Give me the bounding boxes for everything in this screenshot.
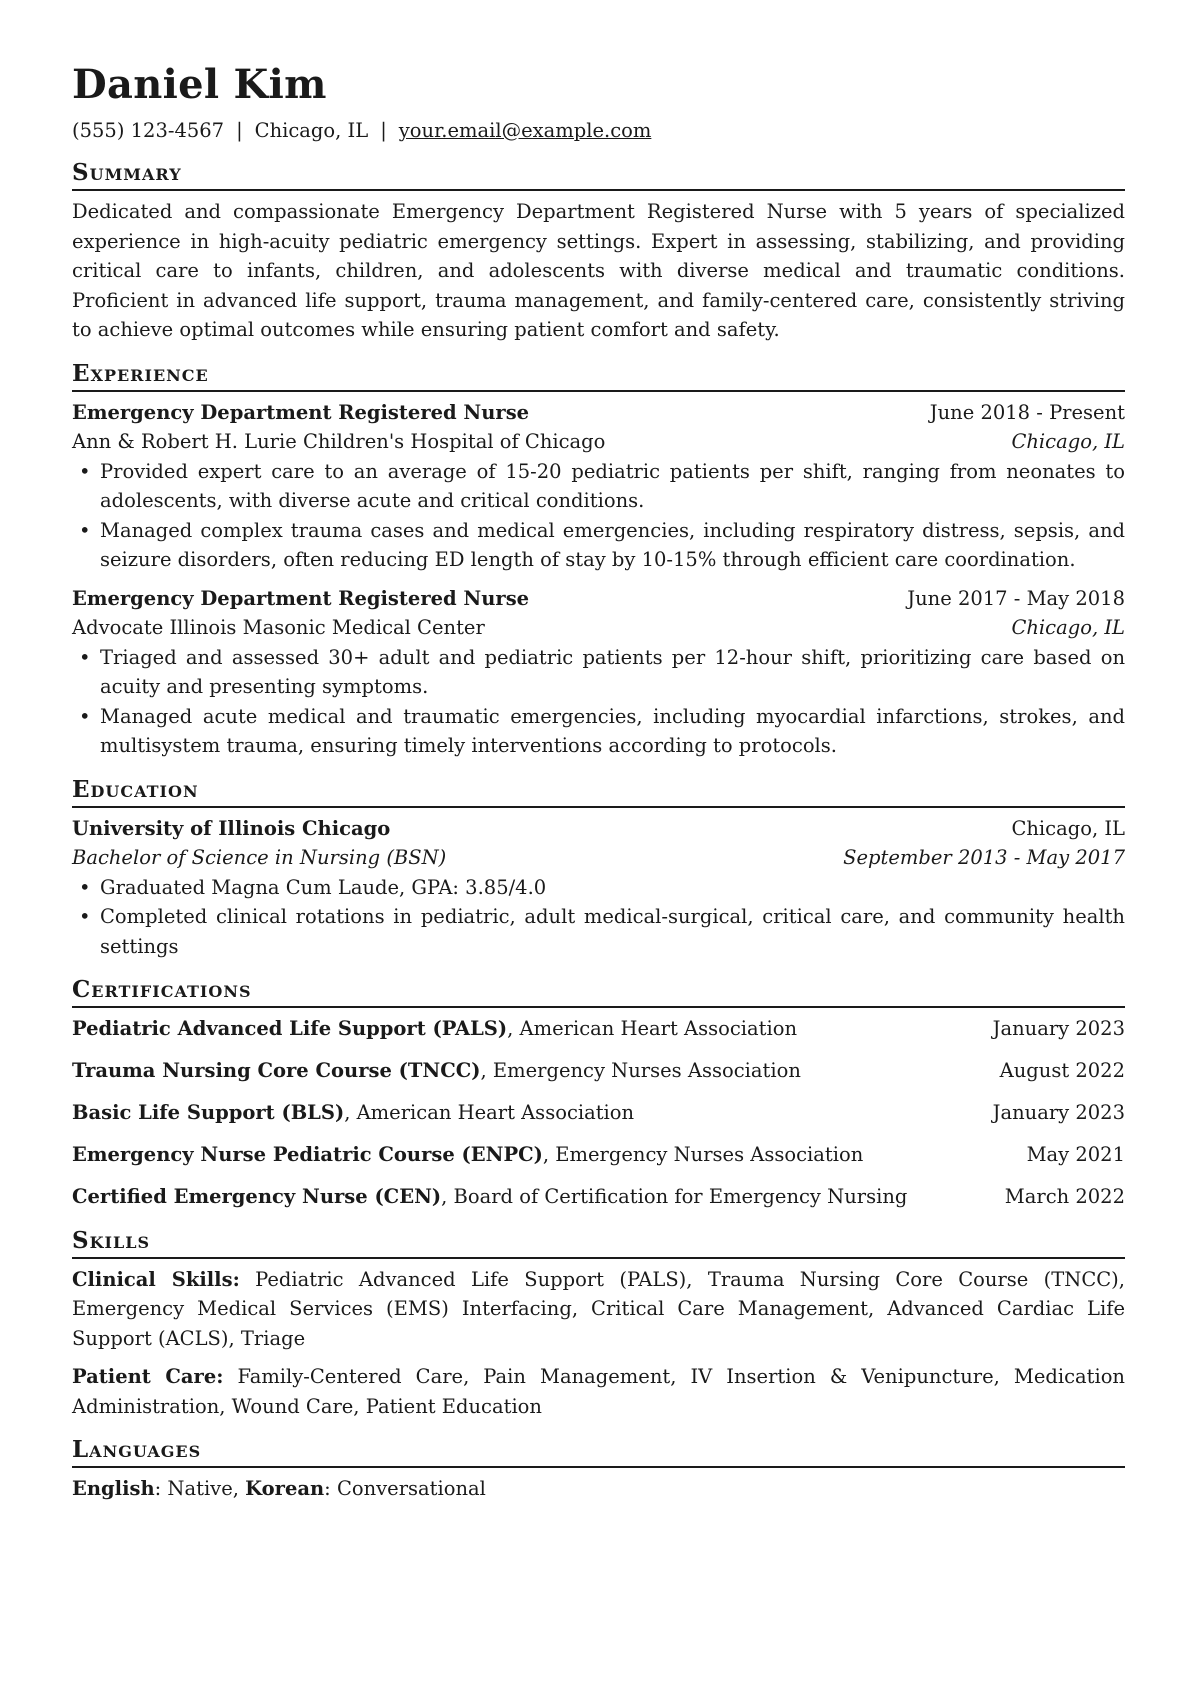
section-title-summary: Summary (72, 158, 1125, 191)
cert-issuer: , American Heart Association (344, 1101, 635, 1124)
languages-line (72, 1474, 1125, 1504)
summary-section (72, 158, 1125, 345)
bullet-item: • Managed acute medical and traumatic emergencies, including myocardial infarctions, strokes, and multisystem trauma, ensuring timely interventions according to protocols. (72, 702, 1125, 761)
cert-date: January 2023 (992, 1101, 1125, 1124)
experience-section (72, 359, 1125, 761)
cert-name: Basic Life Support (BLS) (72, 1101, 345, 1124)
bullet-item: • Provided expert care to an average of 15-20 pediatric patients per shift, ranging from neonates to adolescents, with diverse acute and critical conditions. (72, 457, 1125, 516)
cert-date: August 2022 (999, 1059, 1125, 1082)
certification-row (72, 1014, 1125, 1044)
cert-issuer: , Emergency Nurses Association (480, 1059, 801, 1082)
certifications-section (72, 975, 1125, 1212)
section-title-education: Education (72, 775, 1125, 808)
language-name: English (72, 1477, 155, 1500)
education-bullets (72, 873, 1125, 962)
job-employer: Ann & Robert H. Lurie Children's Hospital of Chicago (72, 430, 606, 453)
contact-line (72, 118, 1125, 144)
education-section (72, 775, 1125, 962)
separator: | (380, 119, 387, 142)
skill-group-text: Family-Centered Care, Pain Management, IV Insertion & Venipuncture, Medication Administration, Wound Care, Patient Education (72, 1365, 1125, 1418)
job-bullets (72, 643, 1125, 761)
job-entry (72, 584, 1125, 761)
candidate-name: Daniel Kim (72, 61, 327, 108)
certification-row (72, 1140, 1125, 1170)
cert-name: Certified Emergency Nurse (CEN) (72, 1185, 442, 1208)
email-link[interactable]: your.email@example.com (398, 119, 652, 142)
cert-date: May 2021 (1026, 1143, 1125, 1166)
job-location: Chicago, IL (1011, 430, 1125, 453)
cert-date: March 2022 (1004, 1185, 1125, 1208)
section-title-languages: Languages (72, 1435, 1125, 1468)
location: Chicago, IL (254, 119, 369, 142)
cert-date: January 2023 (992, 1017, 1125, 1040)
skill-group (72, 1265, 1125, 1354)
job-bullets (72, 457, 1125, 575)
language-level: : Native, (154, 1477, 246, 1500)
bullet-item: • Managed complex trauma cases and medical emergencies, including respiratory distress, sepsis, and seizure disorders, often reducing ED length of stay by 10-15% through efficient care coordination. (72, 516, 1125, 575)
summary-text: Dedicated and compassionate Emergency Department Registered Nurse with 5 years of specialized experience in high-acuity pediatric emergency settings. Expert in assessing, stabilizing, and providing critical care to infants, children, and adolescents with diverse medical and traumatic conditions. Proficient in advanced life support, trauma management, and family-centered care, consistently striving to achieve optimal outcomes while ensuring patient comfort and safety. (72, 200, 1125, 341)
resume-page (72, 60, 1125, 1504)
language-name: Korean (245, 1477, 325, 1500)
bullet-item: • Triaged and assessed 30+ adult and pediatric patients per 12-hour shift, prioritizing care based on acuity and presenting symptoms. (72, 643, 1125, 702)
section-title-certifications: Certifications (72, 975, 1125, 1008)
cert-name: Emergency Nurse Pediatric Course (ENPC) (72, 1143, 543, 1166)
bullet-item: • Completed clinical rotations in pediatric, adult medical-surgical, critical care, and community health settings (72, 902, 1125, 961)
language-level: : Conversational (324, 1477, 486, 1500)
skill-group-text: Pediatric Advanced Life Support (PALS), Trauma Nursing Core Course (TNCC), Emergency Medical Services (EMS) Interfacing, Critical Care Management, Advanced Cardiac Life Support (ACLS), Triage (72, 1267, 1125, 1350)
cert-issuer: , Board of Certification for Emergency Nursing (441, 1185, 908, 1208)
skill-group (72, 1362, 1125, 1421)
separator: | (236, 119, 243, 142)
cert-issuer: , American Heart Association (507, 1017, 798, 1040)
education-dates: September 2013 - May 2017 (843, 846, 1125, 869)
section-title-experience: Experience (72, 359, 1125, 392)
cert-name: Pediatric Advanced Life Support (PALS) (72, 1017, 508, 1040)
job-dates: June 2018 - Present (929, 400, 1125, 424)
cert-issuer: , Emergency Nurses Association (542, 1143, 864, 1166)
skill-group-label: Clinical Skills: (72, 1267, 240, 1291)
skills-section (72, 1226, 1125, 1422)
school-location: Chicago, IL (1011, 816, 1125, 840)
school-name: University of Illinois Chicago (72, 816, 391, 840)
bullet-item: • Graduated Magna Cum Laude, GPA: 3.85/4.0 (72, 873, 1125, 903)
skill-group-label: Patient Care: (72, 1365, 224, 1388)
certification-row (72, 1098, 1125, 1128)
job-role: Emergency Department Registered Nurse (72, 400, 530, 424)
languages-section (72, 1435, 1125, 1504)
job-entry (72, 398, 1125, 575)
job-role: Emergency Department Registered Nurse (72, 586, 530, 610)
cert-name: Trauma Nursing Core Course (TNCC) (72, 1059, 481, 1082)
job-employer: Advocate Illinois Masonic Medical Center (72, 616, 485, 639)
degree: Bachelor of Science in Nursing (BSN) (72, 846, 447, 869)
job-location: Chicago, IL (1011, 616, 1125, 639)
phone: (555) 123-4567 (72, 119, 225, 142)
job-dates: June 2017 - May 2018 (907, 586, 1125, 610)
certification-row (72, 1056, 1125, 1086)
section-title-skills: Skills (72, 1226, 1125, 1259)
certification-row (72, 1182, 1125, 1212)
